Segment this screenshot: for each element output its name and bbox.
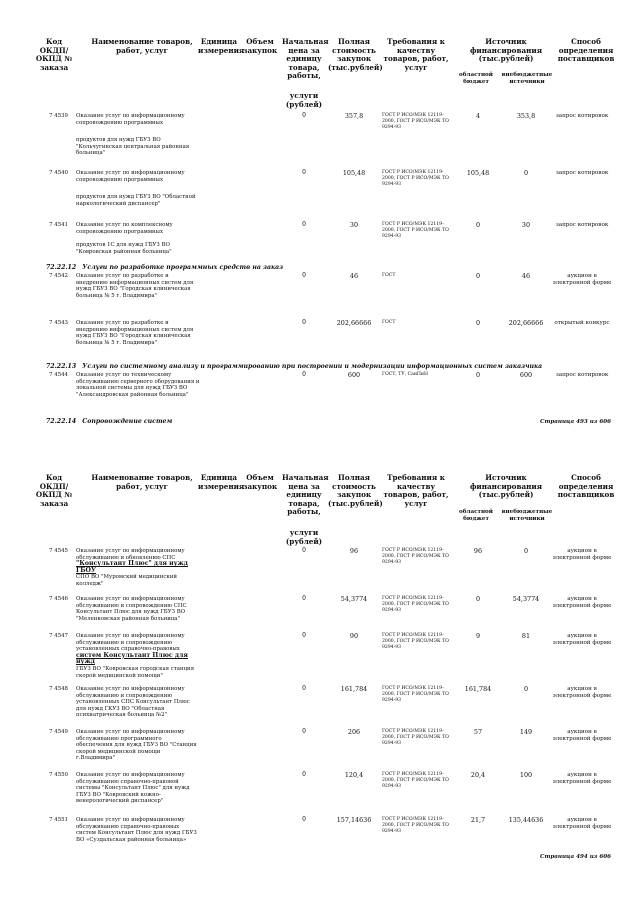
header-price: Начальная цена за единицу товара, работы, [282,37,329,81]
item-description [76,548,200,588]
total-cost: 105,48 [342,169,366,177]
order-number: 7 4539 [49,113,68,119]
desc-text: Оказание услуг по информационному обслуживанию и сопровождению установленных справочно-правовых [76,633,185,653]
header-price-services: услуги (рублей) [285,91,323,109]
total-cost: 46 [349,272,359,280]
quality-requirements: ГОСТ Р ИСО/МЭК 12119-2000, ГОСТ Р ИСО/МЭК ТО 9294-93 [382,113,449,130]
unit-price: 0 [302,771,306,778]
header-src-extra: внебюджетные источники [501,72,553,85]
procurement-method: аукцион в электронной форме [552,633,612,646]
page-number: Страница 493 из 606 [540,419,612,425]
extra-budget: 600 [519,371,533,379]
quality-requirements: ГОСТ [382,273,396,278]
order-number: 7 4548 [49,686,68,692]
order-number: 7 4547 [49,633,68,639]
unit-price: 0 [302,728,306,735]
quality-requirements: ГОСТ Р ИСО/МЭК 12119-2000, ГОСТ Р ИСО/МЭК ТО 9294-93 [382,633,449,650]
unit-price: 0 [302,221,306,228]
procurement-method: аукцион в электронной форме [552,548,612,561]
desc-bold-text: "Консультант Плюс" для нужд ГБОУ [76,560,188,574]
page-number: Страница 494 из 606 [540,854,612,860]
header-total: Полная стоимость закупок (тыс.рублей) [328,473,383,508]
item-description: Оказание услуг по разработке и внедрению информационных систем для нужд ГБУЗ ВО "Городская клиническая больница № 5 г. Владимира" [76,320,194,346]
header-name: Наименование товаров, работ, услуг [91,37,193,55]
regional-budget: 9 [475,632,481,640]
order-number: 7 4545 [49,548,68,554]
procurement-method: открытый конкурс [554,320,610,326]
quality-requirements: ГОСТ Р ИСО/МЭК 12119-2000, ГОСТ Р ИСО/МЭК ТО 9294-93 [382,222,449,239]
total-cost: 90 [349,632,359,640]
regional-budget: 20,4 [470,771,486,779]
header-requirements: Требования к качеству товаров, работ, услуг [383,473,449,508]
procurement-method: запрос котировок [555,372,609,378]
regional-budget: 0 [475,272,481,280]
header-volume: Объем закупок [242,37,278,55]
total-cost: 120,4 [344,771,364,779]
quality-requirements: ГОСТ, ТУ, СанПиН [382,372,429,377]
quality-requirements: ГОСТ Р ИСО/МЭК 12119-2000, ГОСТ Р ИСО/МЭК ТО 9294-93 [382,548,449,565]
regional-budget: 0 [475,595,481,603]
item-description: Оказание услуг по информационному обслуживанию справочно-правовой системы "Консультант Плюс" для нужд ГБУЗ ВО "Ковровский кожно-венерологический диспансер" [76,772,190,805]
header-code: Код ОКДП/ ОКПД № заказа [35,37,73,72]
header-unit: Единица измерения [198,37,245,55]
unit-price: 0 [302,685,306,692]
regional-budget: 0 [475,221,481,229]
order-number: 7 4544 [49,372,68,378]
unit-price: 0 [302,816,306,823]
unit-price: 0 [302,632,306,639]
extra-budget: 149 [519,728,533,736]
section-title: Сопровождение систем [82,418,173,425]
regional-budget: 21,7 [470,816,486,824]
quality-requirements: ГОСТ Р ИСО/МЭК 12119-2000, ГОСТ Р ИСО/МЭК ТО 9294-93 [382,170,449,187]
header-method: Способ определения поставщиков [557,473,615,500]
quality-requirements: ГОСТ Р ИСО/МЭК 12119-2000, ГОСТ Р ИСО/МЭК ТО 9294-93 [382,686,449,703]
header-requirements: Требования к качеству товаров, работ, услуг [383,37,449,72]
order-number: 7 4551 [49,817,68,823]
header-source: Источник финансирования (тыс.рублей) [469,37,543,64]
item-description: Оказание услуг по информационному обслуживанию программного обеспечения для нужд ГБУЗ ВО "Станция скорой медицинской помощи г.Владимира" [76,729,197,762]
quality-requirements: ГОСТ Р ИСО/МЭК 12119-2000, ГОСТ Р ИСО/МЭК ТО 9294-93 [382,817,449,834]
desc-text: Оказание услуг по информационному обслуживанию и обновлению СПС [76,548,185,561]
section-title: Услуги по разработке программных средств на заказ [82,264,284,271]
item-description: Оказание услуг по разработке и внедрению информационных систем для нужд ГБУЗ ВО "Городская клиническая больница № 5 г. Владимира" [76,273,194,299]
regional-budget: 161,784 [464,685,492,693]
section-code: 72.22.14 [46,418,77,425]
order-number: 7 4549 [49,729,68,735]
header-code: Код ОКДП/ ОКПД № заказа [35,473,73,508]
desc-bold-text: систем Консультант Плюс для нужд [76,651,188,666]
item-description: Оказание услуг по техническому обслуживанию серверного оборудования и локальной системы для нужд ГБУЗ ВО "Александровская районная больница" [76,372,200,398]
extra-budget: 0 [523,685,529,693]
header-src-extra: внебюджетные источники [501,509,553,522]
item-description-cont: продуктов 1С для нужд ГБУЗ ВО "Ковровская районная больница" [76,242,172,255]
order-number: 7 4546 [49,596,68,602]
order-number: 7 4550 [49,772,68,778]
procurement-method: аукцион в электронной форме [552,772,612,785]
extra-budget: 135,44636 [508,816,544,824]
unit-price: 0 [302,169,306,176]
procurement-method: аукцион в электронной форме [552,596,612,609]
section-title: Услуги по системному анализу и программированию при построении и модернизации информационных систем заказчика [82,363,543,370]
unit-price: 0 [302,112,306,119]
extra-budget: 202,66666 [508,319,544,327]
extra-budget: 81 [521,632,531,640]
procurement-method: запрос котировок [555,113,609,119]
regional-budget: 57 [473,728,483,736]
desc-text-cont: ГБУЗ ВО "Ковровская городская станция скорой медицинской помощи" [76,665,195,679]
order-number: 7 4542 [49,273,68,279]
regional-budget: 0 [475,319,481,327]
procurement-method: аукцион в электронной форме [552,273,612,286]
procurement-method: аукцион в электронной форме [552,686,612,699]
section-code: 72.22.13 [46,363,77,370]
header-source: Источник финансирования (тыс.рублей) [469,473,543,500]
total-cost: 30 [349,221,359,229]
extra-budget: 100 [519,771,533,779]
header-unit: Единица измерения [198,473,245,491]
regional-budget: 96 [473,547,483,555]
extra-budget: 46 [521,272,531,280]
header-price-services: услуги (рублей) [285,528,323,546]
order-number: 7 4543 [49,320,68,326]
unit-price: 0 [302,371,306,378]
desc-text-cont: СПО ВО "Муромский медицинский колледж" [76,574,177,587]
item-description-cont: продуктов для нужд ГБУЗ ВО "Областной наркологический диспансер" [76,194,196,207]
quality-requirements: ГОСТ Р ИСО/МЭК 12119-2000, ГОСТ Р ИСО/МЭК ТО 9294-93 [382,729,449,746]
quality-requirements: ГОСТ Р ИСО/МЭК 12119-2000, ГОСТ Р ИСО/МЭК ТО 9294-93 [382,596,449,613]
header-total: Полная стоимость закупок (тыс.рублей) [328,37,383,72]
total-cost: 54,3774 [340,595,368,603]
item-description: Оказание услуг по информационному сопровождению программных [76,170,185,183]
unit-price: 0 [302,595,306,602]
item-description: Оказание услуг по информационному сопровождению программных [76,113,185,126]
header-method: Способ определения поставщиков [557,37,615,64]
item-description: Оказание услуг по комплексному сопровождению программных [76,222,173,235]
header-volume: Объем закупок [242,473,278,491]
regional-budget: 4 [475,112,481,120]
order-number: 7 4541 [49,222,68,228]
item-description: Оказание услуг по информационному обслуживанию и сопровождению установленных СПС Консультант Плюс для нужд ГКУЗ ВО "Областная психиатрическая больница №2" [76,686,190,719]
item-description: Оказание услуг по информационному обслуживанию справочно-правовых систем Консультант Плюс для нужд ГБУЗ ВО «Суздальская районная больница» [76,817,197,843]
extra-budget: 353,8 [516,112,536,120]
unit-price: 0 [302,547,306,554]
total-cost: 202,66666 [336,319,372,327]
header-src-regional: областной бюджет [459,509,493,522]
extra-budget: 0 [523,547,529,555]
total-cost: 157,14636 [336,816,372,824]
header-src-regional: областной бюджет [459,72,493,85]
header-price: Начальная цена за единицу товара, работы, [282,473,329,517]
extra-budget: 0 [523,169,529,177]
item-description [76,633,200,679]
total-cost: 96 [349,547,359,555]
quality-requirements: ГОСТ Р ИСО/МЭК 12119-2000, ГОСТ Р ИСО/МЭК ТО 9294-93 [382,772,449,789]
total-cost: 161,784 [340,685,368,693]
regional-budget: 105,48 [466,169,490,177]
total-cost: 206 [347,728,361,736]
header-name: Наименование товаров, работ, услуг [91,473,193,491]
unit-price: 0 [302,319,306,326]
procurement-method: запрос котировок [555,222,609,228]
procurement-method: аукцион в электронной форме [552,817,612,830]
quality-requirements: ГОСТ [382,320,396,325]
total-cost: 357,8 [344,112,364,120]
extra-budget: 54,3774 [512,595,540,603]
unit-price: 0 [302,272,306,279]
procurement-method: аукцион в электронной форме [552,729,612,742]
regional-budget: 0 [475,371,481,379]
procurement-method: запрос котировок [555,170,609,176]
section-code: 72.22.12 [46,264,77,271]
total-cost: 600 [347,371,361,379]
item-description-cont: продуктов для нужд ГБУЗ ВО "Кольчугинская центральная районная больница" [76,137,190,157]
item-description: Оказание услуг по информационному обслуживанию и сопровождению СПС Консультант Плюс для нужд ГБУЗ ВО "Меленковская районная больница" [76,596,187,622]
order-number: 7 4540 [49,170,68,176]
extra-budget: 30 [521,221,531,229]
